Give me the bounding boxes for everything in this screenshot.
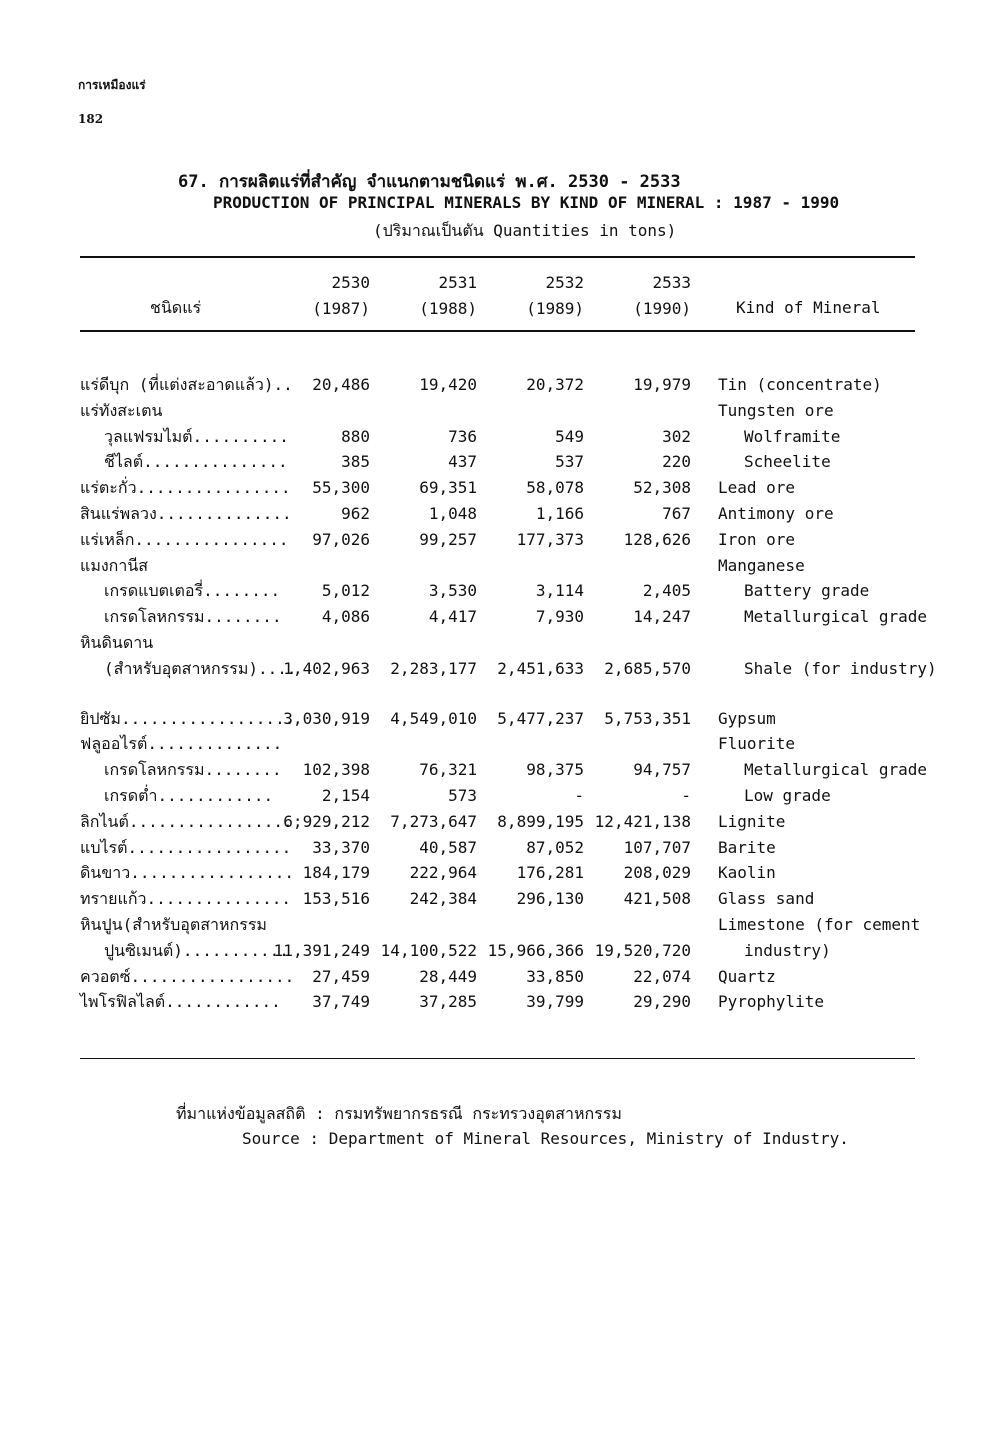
mineral-name-thai: ควอตซ์.................: [80, 966, 295, 986]
quantity-cell: 549: [555, 426, 584, 446]
quantity-cell: 29,290: [633, 992, 691, 1012]
mineral-name-english: Scheelite: [744, 452, 831, 472]
quantity-cell: 102,398: [302, 760, 370, 780]
table-row: [0, 706, 990, 732]
quantity-cell: 14,247: [633, 607, 691, 627]
quantity-cell: 222,964: [409, 863, 477, 883]
quantity-cell: 767: [662, 503, 691, 523]
mineral-name-english: Lignite: [718, 811, 786, 831]
quantity-cell: 98,375: [526, 760, 584, 780]
quantity-cell: 4,417: [428, 607, 477, 627]
mineral-name-english: Iron ore: [718, 529, 796, 549]
quantity-cell: 153,516: [302, 889, 370, 909]
table-row: [0, 656, 990, 682]
header-year-ce: (1988): [419, 299, 477, 318]
quantity-cell: 962: [341, 503, 370, 523]
mineral-name-english: Glass sand: [718, 889, 815, 909]
table-row: [0, 783, 990, 809]
quantity-cell: 76,321: [419, 760, 477, 780]
quantity-cell: 33,370: [312, 837, 370, 857]
mineral-name-thai: แมงกานีส: [80, 555, 149, 575]
mineral-name-thai: เกรดต่ำ............: [104, 785, 274, 805]
quantity-cell: 242,384: [409, 889, 477, 909]
header-year-be: 2530: [331, 273, 370, 292]
quantity-cell: 880: [341, 426, 370, 446]
header-bottom-rule: [80, 330, 915, 332]
quantity-cell: 28,449: [419, 966, 477, 986]
table-row: [0, 372, 990, 398]
quantity-cell: 19,520,720: [594, 940, 691, 960]
quantity-cell: 5,753,351: [604, 708, 691, 728]
mineral-name-thai: เกรดโลหกรรม........: [104, 607, 282, 627]
quantity-cell: 4,086: [321, 607, 370, 627]
mineral-name-thai: ทรายแก้ว...............: [80, 889, 291, 909]
quantity-cell: 2,451,633: [497, 658, 584, 678]
running-head: การเหมืองแร่: [78, 78, 146, 92]
quantity-cell: 208,029: [623, 863, 691, 883]
quantity-cell: 40,587: [419, 837, 477, 857]
quantity-cell: 5,477,237: [497, 708, 584, 728]
source-note-english: Source : Department of Mineral Resources, Ministry of Industry.: [242, 1129, 849, 1148]
quantity-cell: 437: [448, 452, 477, 472]
header-year-ce: (1990): [633, 299, 691, 318]
mineral-name-english: Gypsum: [718, 708, 776, 728]
quantity-cell: 15,966,366: [487, 940, 584, 960]
table-top-rule: [80, 256, 915, 258]
table-row: [0, 604, 990, 630]
table-row: [0, 809, 990, 835]
quantity-cell: 220: [662, 452, 691, 472]
quantity-cell: 19,979: [633, 375, 691, 394]
quantity-cell: 2,685,570: [604, 658, 691, 678]
quantity-cell: 58,078: [526, 478, 584, 498]
table-row: [0, 527, 990, 553]
quantity-cell: 99,257: [419, 529, 477, 549]
table-row: [0, 989, 990, 1015]
mineral-name-thai: เกรดแบตเตอรี่........: [104, 581, 281, 601]
quantity-cell: 5,012: [321, 581, 370, 601]
quantity-cell: 302: [662, 426, 691, 446]
table-row: [0, 731, 990, 757]
table-row: [0, 424, 990, 450]
header-year-ce: (1989): [526, 299, 584, 318]
table-row: [0, 475, 990, 501]
quantity-cell: 27,459: [312, 966, 370, 986]
mineral-name-thai: หินปูน(สำหรับอุตสาหกรรม: [80, 914, 267, 934]
quantity-cell: 69,351: [419, 478, 477, 498]
mineral-name-english: industry): [744, 940, 831, 960]
source-note-thai: ที่มาแห่งข้อมูลสถิติ : กรมทรัพยากรธรณี กระทรวงอุตสาหกรรม: [176, 1104, 622, 1123]
table-row: [0, 578, 990, 604]
quantity-cell: -: [574, 785, 584, 805]
header-year-2: [387, 270, 477, 322]
quantity-cell: 7,273,647: [390, 811, 477, 831]
quantity-cell: 1,048: [428, 503, 477, 523]
quantity-cell: 2,405: [642, 581, 691, 601]
header-year-ce: (1987): [312, 299, 370, 318]
quantity-cell: 3,030,919: [283, 708, 370, 728]
mineral-name-english: Fluorite: [718, 734, 796, 754]
quantity-cell: 97,026: [312, 529, 370, 549]
table-row: [0, 938, 990, 964]
quantity-cell: -: [681, 785, 691, 805]
mineral-name-english: Metallurgical grade: [744, 607, 928, 627]
quantity-cell: 12,421,138: [594, 811, 691, 831]
table-row: [0, 964, 990, 990]
mineral-name-thai: ลิกไนต์.................: [80, 811, 293, 831]
table-row: [0, 630, 990, 656]
quantity-cell: 1,166: [535, 503, 584, 523]
quantity-cell: 1,402,963: [283, 658, 370, 678]
quantity-cell: 20,372: [526, 375, 584, 394]
mineral-name-english: Quartz: [718, 966, 776, 986]
mineral-name-thai: เกรดโลหกรรม........: [104, 760, 282, 780]
mineral-name-english: Manganese: [718, 555, 805, 575]
table-row: [0, 501, 990, 527]
mineral-name-thai: ไพโรฟิลไลต์............: [80, 992, 281, 1012]
table-unit-note: (ปริมาณเป็นตัน Quantities in tons): [373, 221, 677, 240]
table-row: [0, 860, 990, 886]
mineral-name-english: Shale (for industry): [744, 658, 937, 678]
mineral-name-thai: แร่ทังสะเตน: [80, 400, 163, 420]
quantity-cell: 176,281: [516, 863, 584, 883]
quantity-cell: 128,626: [623, 529, 691, 549]
quantity-cell: 107,707: [623, 837, 691, 857]
mineral-name-english: Lead ore: [718, 478, 796, 498]
table-body: [0, 372, 990, 1015]
page-number: 182: [78, 112, 104, 126]
quantity-cell: 421,508: [623, 889, 691, 909]
mineral-name-thai: สินแร่พลวง..............: [80, 503, 292, 523]
mineral-name-english: Antimony ore: [718, 503, 834, 523]
mineral-name-thai: แร่ดีบุก (ที่แต่งสะอาดแล้ว)..: [80, 375, 293, 394]
quantity-cell: 177,373: [516, 529, 584, 549]
quantity-cell: 52,308: [633, 478, 691, 498]
header-year-be: 2531: [438, 273, 477, 292]
quantity-cell: 19,420: [419, 375, 477, 394]
mineral-name-english: Battery grade: [744, 581, 870, 601]
quantity-cell: 7,930: [535, 607, 584, 627]
mineral-name-english: Tin (concentrate): [718, 375, 882, 394]
quantity-cell: 4,549,010: [390, 708, 477, 728]
table-row: [0, 835, 990, 861]
mineral-name-thai: แร่ตะกั่ว................: [80, 478, 291, 498]
mineral-name-thai: ชีไลต์...............: [104, 452, 288, 472]
table-row: [0, 553, 990, 579]
table-title-thai: 67. การผลิตแร่ที่สำคัญ จำแนกตามชนิดแร่ พ.ศ. 2530 - 2533: [178, 172, 681, 192]
mineral-name-english: Barite: [718, 837, 776, 857]
header-year-3: [494, 270, 584, 322]
table-row: [0, 886, 990, 912]
quantity-cell: 3,530: [428, 581, 477, 601]
quantity-cell: 573: [448, 785, 477, 805]
mineral-name-thai: แบไรต์.................: [80, 837, 292, 857]
quantity-cell: 2,283,177: [390, 658, 477, 678]
mineral-name-thai: ดินขาว.................: [80, 863, 294, 883]
mineral-name-english: Tungsten ore: [718, 400, 834, 420]
table-title-english: PRODUCTION OF PRINCIPAL MINERALS BY KIND OF MINERAL : 1987 - 1990: [213, 193, 840, 212]
quantity-cell: 14,100,522: [380, 940, 477, 960]
quantity-cell: 39,799: [526, 992, 584, 1012]
quantity-cell: 33,850: [526, 966, 584, 986]
header-kind-thai: ชนิดแร่: [150, 298, 202, 317]
quantity-cell: 37,285: [419, 992, 477, 1012]
mineral-name-thai: หินดินดาน: [80, 632, 154, 652]
table-row: [0, 449, 990, 475]
quantity-cell: 8,899,195: [497, 811, 584, 831]
mineral-name-english: Low grade: [744, 785, 831, 805]
quantity-cell: 2,154: [321, 785, 370, 805]
quantity-cell: 736: [448, 426, 477, 446]
header-kind-english: Kind of Mineral: [736, 298, 881, 317]
quantity-cell: 3,114: [535, 581, 584, 601]
header-year-be: 2533: [652, 273, 691, 292]
quantity-cell: 94,757: [633, 760, 691, 780]
quantity-cell: 87,052: [526, 837, 584, 857]
quantity-cell: 55,300: [312, 478, 370, 498]
mineral-name-thai: ปูนซิเมนต์)...........: [104, 940, 289, 960]
header-year-1: [280, 270, 370, 322]
table-row: [0, 398, 990, 424]
quantity-cell: 6;929,212: [283, 811, 370, 831]
mineral-name-english: Kaolin: [718, 863, 776, 883]
quantity-cell: 296,130: [516, 889, 584, 909]
mineral-name-english: Limestone (for cement: [718, 914, 921, 934]
mineral-name-thai: วุลแฟรมไมต์..........: [104, 426, 289, 446]
mineral-name-english: Pyrophylite: [718, 992, 824, 1012]
mineral-name-english: Wolframite: [744, 426, 841, 446]
header-year-be: 2532: [545, 273, 584, 292]
quantity-cell: 184,179: [302, 863, 370, 883]
quantity-cell: 537: [555, 452, 584, 472]
quantity-cell: 22,074: [633, 966, 691, 986]
header-year-4: [601, 270, 691, 322]
mineral-name-english: Metallurgical grade: [744, 760, 928, 780]
table-bottom-rule: [80, 1058, 915, 1059]
quantity-cell: 37,749: [312, 992, 370, 1012]
mineral-name-thai: (สำหรับอุตสาหกรรม)....: [104, 658, 297, 678]
table-row: [0, 757, 990, 783]
mineral-name-thai: แร่เหล็ก................: [80, 529, 289, 549]
mineral-name-thai: ยิปซัม..................: [80, 708, 295, 728]
quantity-cell: 11,391,249: [273, 940, 370, 960]
table-row: [0, 912, 990, 938]
quantity-cell: 20,486: [312, 375, 370, 394]
quantity-cell: 385: [341, 452, 370, 472]
mineral-name-thai: ฟลูออไรต์..............: [80, 734, 283, 754]
